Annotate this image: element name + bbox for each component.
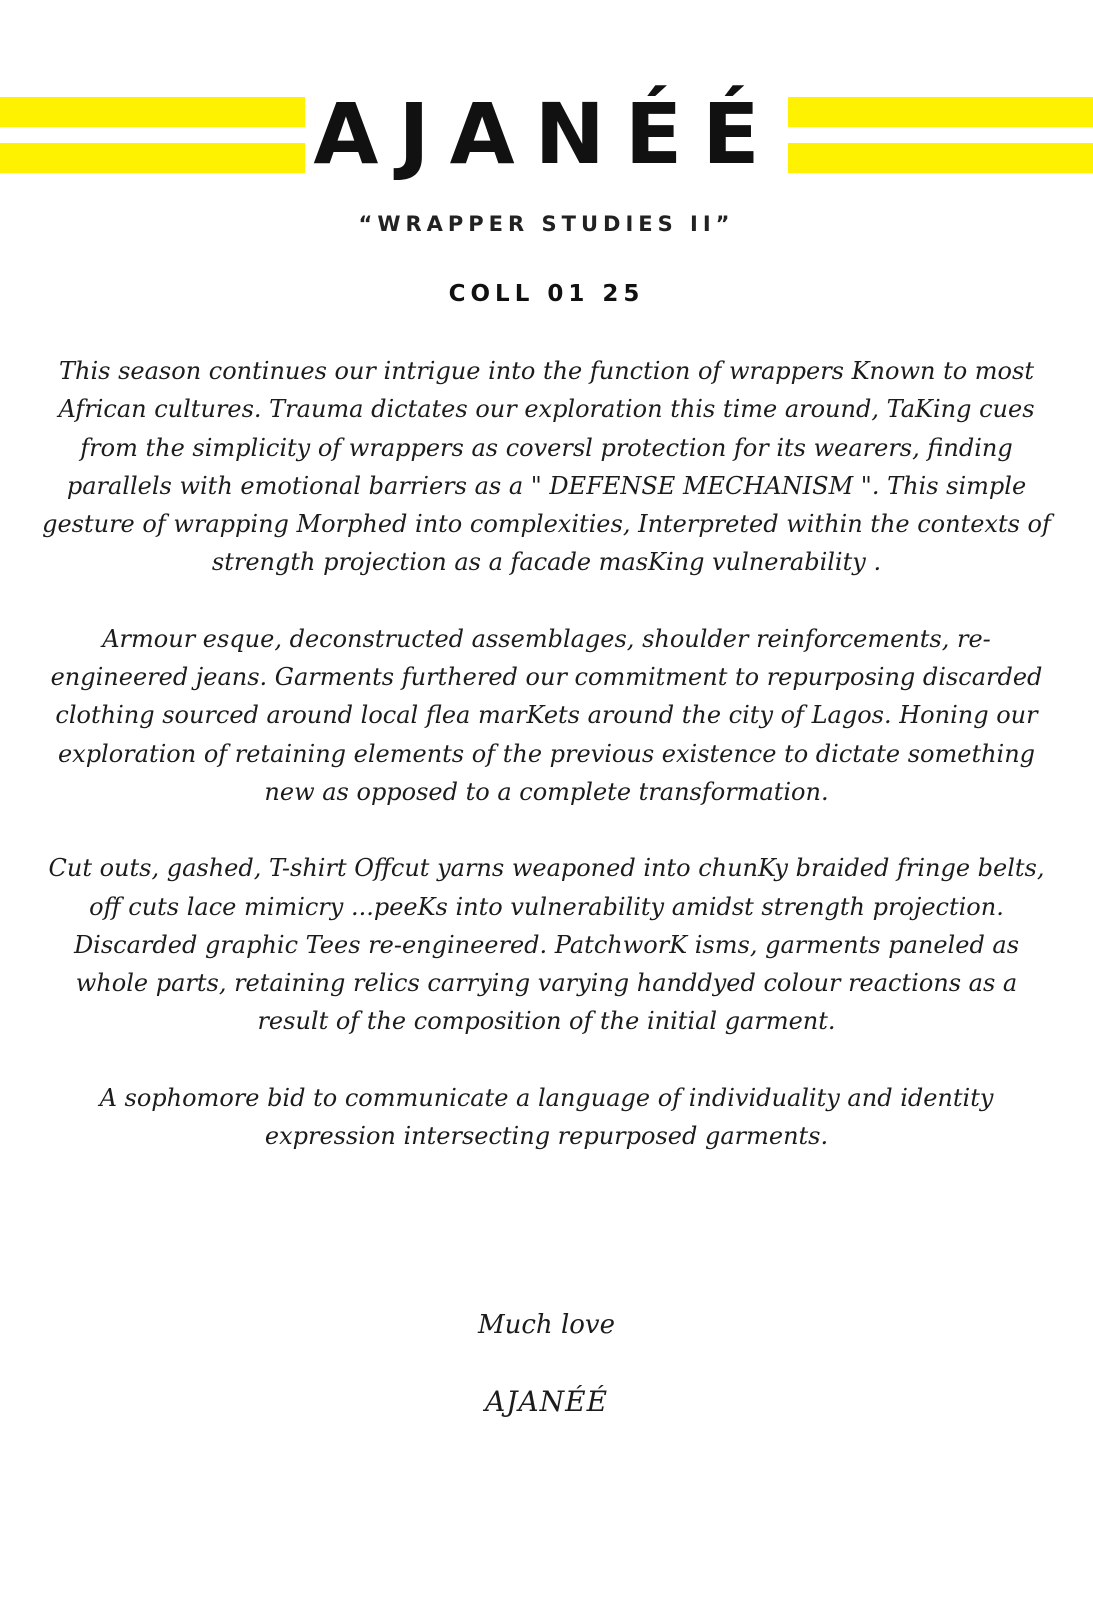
brand-title: AJANÉÉ: [305, 86, 787, 182]
paragraph-3: Cut outs, gashed, T-shirt Offcut yarns weaponed into chunKy braided fringe belts, off cuts lace mimicry ...peeKs into vulnerability amidst strength projection. Discarded graphic Tees re-engineered. PatchworK isms, garments paneled as whole parts, retaining relics carrying varying handdyed colour reactions as a result of the composition of the initial garment.: [48, 854, 1045, 1036]
collection-subtitle: “WRAPPER STUDIES II”: [358, 212, 735, 236]
signature: AJANÉÉ: [484, 1385, 609, 1418]
paragraph-1: This season continues our intrigue into the function of wrappers Known to most African cultures. Trauma dictates our exploration this time around, TaKing cues from the simplicity of wrappers as coversl protection for its wearers, finding parallels with emotional barriers as a " DEFENSE MECHANISM ". This simple gesture of wrapping Morphed into complexities, Interpreted within the contexts of strength projection as a facade masKing vulnerability .: [42, 357, 1051, 577]
brand-header: [0, 86, 1093, 182]
statement-body: [42, 352, 1051, 1193]
collection-code: COLL 01 25: [448, 281, 645, 307]
sign-off: Much love: [478, 1310, 615, 1340]
paragraph-4: A sophomore bid to communicate a language of individuality and identity expression intersecting repurposed garments.: [99, 1083, 994, 1151]
paragraph-2: Armour esque, deconstructed assemblages, shoulder reinforcements, re-engineered jeans. Garments furthered our commitment to repurposing discarded clothing sourced around local flea marKets around the city of Lagos. Honing our exploration of retaining elements of the previous existence to dictate something new as opposed to a complete transformation.: [50, 624, 1043, 806]
